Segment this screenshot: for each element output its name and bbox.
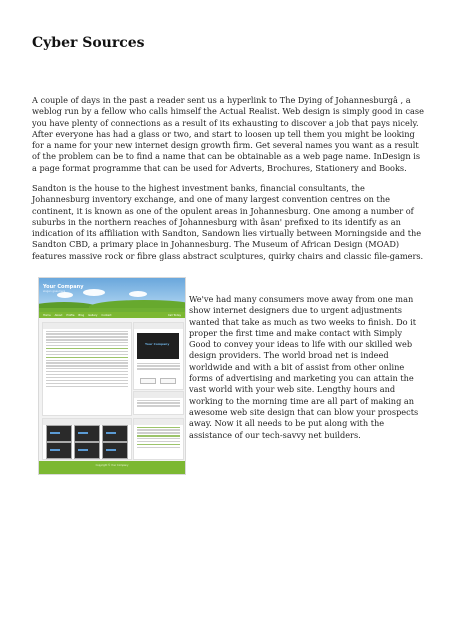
- thumb-screen-label: Your Company: [145, 342, 170, 346]
- thumb-phone: Call Today: [167, 313, 181, 317]
- cloud-shape: [83, 289, 105, 296]
- sandton-paragraph: Sandton is the house to the highest investment banks, financial consultants, the Johannesburg inventory exchange, and one of many largest convention centres on the continent, it is known as one of the opulent areas in Johannesburg. One among a number of suburbs in the northern reaches of Johannesburg with âsan' prefixed to its identify as an indication of its affiliation with Sandton, Sandown lies virtually between Morningside and the Sandton CBD, a primary place in Johannesburg. The Museum of African Design (MOAD) features massive rock or fibre glass abstract sculptures, quirky chairs and classic file-gamers.: [32, 183, 424, 261]
- gallery-tile: [46, 425, 72, 442]
- thumb-footer: [39, 461, 185, 474]
- thumb-button: [140, 378, 156, 384]
- thumb-nav-item: Profile: [66, 313, 75, 317]
- thumb-header: [39, 278, 185, 312]
- intro-paragraph: A couple of days in the past a reader sent us a hyperlink to The Dying of Johannesburgâ , a weblog run by a fellow who calls himself the Actual Realist. Web design is simply good in case you have plenty of connections as a result of its exhausting to discover a job that pays nicely. After everyone has had a glass or two, and start to loosen up tell them you might be looking for a name for your new internet design growth firm. Get several names you want as a result of the problem can be to find a name that can be obtainable as a web page name. InDesign is a page format programme that can be used for Adverts, Brochures, Stationery and Books.: [32, 95, 424, 173]
- gallery-tile: [102, 425, 128, 442]
- thumb-news-box: [133, 418, 184, 460]
- thumb-nav-item: Blog: [78, 313, 85, 317]
- gallery-tile: [46, 442, 72, 459]
- thumb-nav-item: Home: [43, 313, 51, 317]
- thumb-main-box: [42, 322, 132, 416]
- website-template-image: [38, 277, 186, 475]
- page-title: Cyber Sources: [32, 35, 145, 51]
- thumb-gallery-box: [42, 418, 132, 460]
- thumb-nav-item: About: [54, 313, 63, 317]
- thumb-footer-text: Copyright © Your Company: [95, 464, 129, 467]
- gallery-tile: [102, 442, 128, 459]
- thumb-button: [160, 378, 176, 384]
- thumb-nav: [39, 312, 185, 318]
- thumb-nav-item: Contact: [101, 313, 112, 317]
- gallery-tile: [74, 442, 100, 459]
- thumb-logo: Your Company: [43, 284, 84, 290]
- services-paragraph: We've had many consumers move away from one man show internet designers due to urgent adjustments wanted that take as much as two weeks to finish. Do it proper the first time and make contact with Simply Good to convey your ideas to life with our skilled web design providers. The world broad net is indeed worldwide and with a bit of assist from other online forms of advertising and marketing you can attain the vast world with your web site. Lengthy hours and working to the morning time are all part of making an awesome web site design that can blow your prospects away. Now it all needs to be put along with the assistance of our tech-savvy net builders.: [189, 294, 419, 440]
- cloud-shape: [129, 291, 147, 297]
- thumb-screen-image: [137, 333, 179, 359]
- thumb-nav-item: Gallery: [88, 313, 98, 317]
- gallery-tile: [74, 425, 100, 442]
- thumb-side-box: [133, 322, 184, 390]
- thumb-tagline: slogan goes here: [43, 290, 66, 293]
- thumb-side-box-2: [133, 391, 184, 415]
